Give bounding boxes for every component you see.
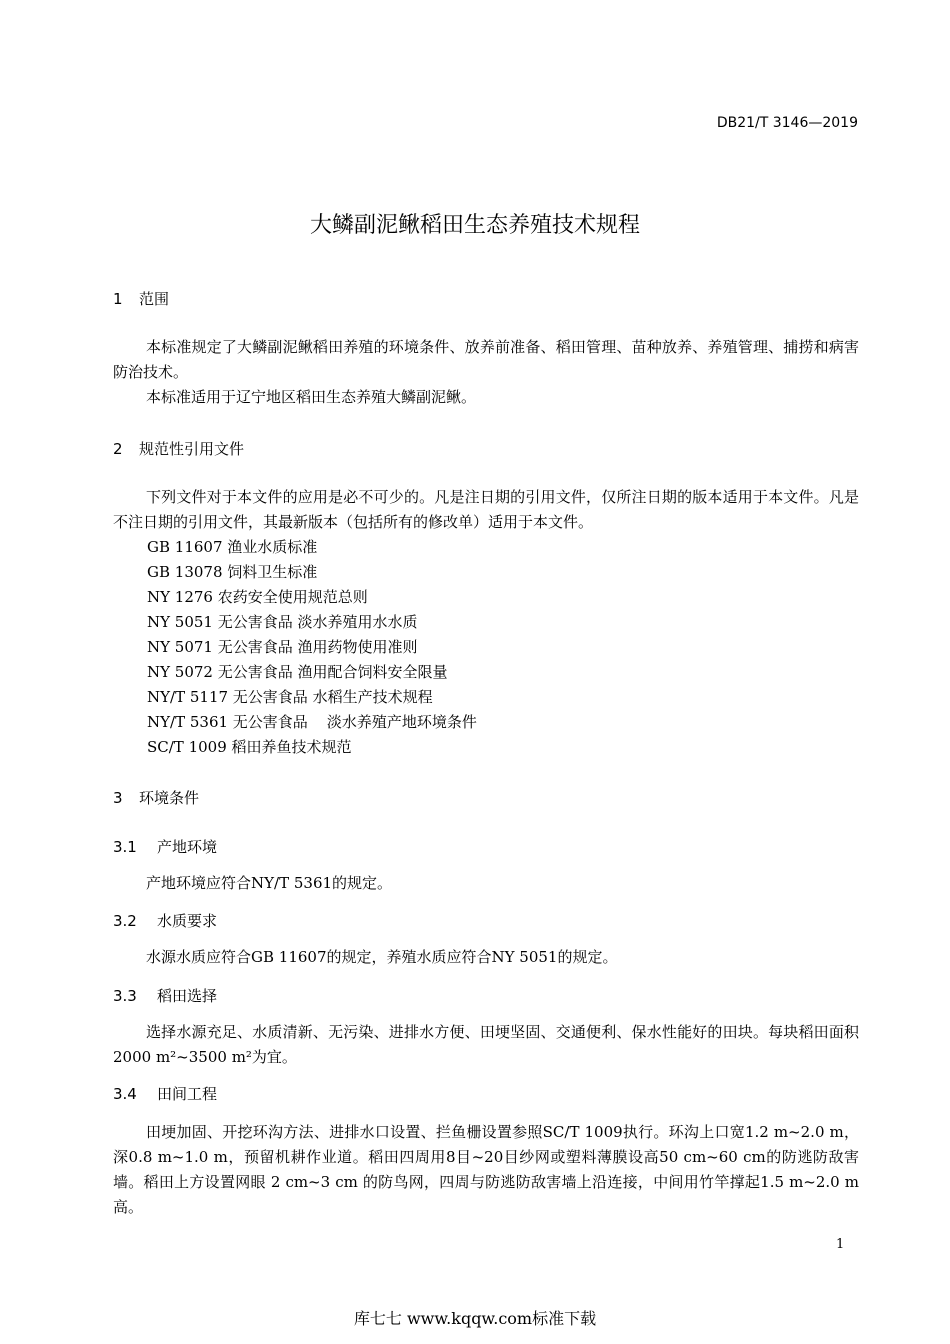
subsection-number: 3.1 bbox=[113, 838, 137, 856]
subsection-3-4-text: 田埂加固、开挖环沟方法、进排水口设置、拦鱼栅设置参照SC/T 1009执行。环沟上口宽1.2 m~2.0 m，深0.8 m~1.0 m，预留机耕作业道。稻田四周用8目~20目纱网或塑料薄膜设高50 cm~60 cm的防逃防敌害墙。稻田上方设置网眼 2 cm~3 cm 的防鸟网，四周与防逃防敌害墙上沿连接，中间用竹竿撑起1.5 m~2.0 m高。 bbox=[113, 1123, 859, 1216]
subsection-number: 3.2 bbox=[113, 912, 137, 930]
section-heading-1 bbox=[113, 288, 169, 309]
subsection-title: 水质要求 bbox=[157, 912, 218, 930]
section-title: 环境条件 bbox=[139, 789, 200, 807]
subsection-heading-3-1 bbox=[113, 836, 217, 857]
reference-item: NY 1276 农药安全使用规范总则 bbox=[147, 588, 368, 606]
reference-item: GB 13078 饲料卫生标准 bbox=[147, 563, 318, 581]
footer-watermark: 库七七 www.kqqw.com标准下载 bbox=[353, 1309, 597, 1328]
section-number: 3 bbox=[113, 789, 123, 807]
section-heading-3 bbox=[113, 787, 199, 808]
section-heading-2 bbox=[113, 438, 244, 459]
section-number: 2 bbox=[113, 440, 123, 458]
section-title: 规范性引用文件 bbox=[139, 440, 245, 458]
section-number: 1 bbox=[113, 290, 123, 308]
subsection-title: 田间工程 bbox=[157, 1085, 218, 1103]
section-2-paragraph-1: 下列文件对于本文件的应用是必不可少的。凡是注日期的引用文件，仅所注日期的版本适用于本文件。凡是不注日期的引用文件，其最新版本（包括所有的修改单）适用于本文件。 bbox=[113, 488, 859, 531]
subsection-3-1-text: 产地环境应符合NY/T 5361的规定。 bbox=[146, 874, 393, 892]
page-number: 1 bbox=[836, 1237, 845, 1252]
section-1-paragraph-2: 本标准适用于辽宁地区稻田生态养殖大鳞副泥鳅。 bbox=[146, 388, 477, 406]
subsection-heading-3-3 bbox=[113, 985, 217, 1006]
subsection-title: 稻田选择 bbox=[157, 987, 218, 1005]
section-title: 范围 bbox=[139, 290, 170, 308]
reference-item: SC/T 1009 稻田养鱼技术规范 bbox=[147, 738, 352, 756]
document-number: DB21/T 3146—2019 bbox=[716, 115, 858, 131]
subsection-title: 产地环境 bbox=[157, 838, 218, 856]
subsection-3-3-text: 选择水源充足、水质清新、无污染、进排水方便、田埂坚固、交通便利、保水性能好的田块。每块稻田面积2000 m²~3500 m²为宜。 bbox=[113, 1023, 859, 1066]
reference-item: NY 5051 无公害食品 淡水养殖用水水质 bbox=[147, 613, 418, 631]
subsection-3-2-text: 水源水质应符合GB 11607的规定，养殖水质应符合NY 5051的规定。 bbox=[146, 948, 618, 966]
reference-item: NY 5071 无公害食品 渔用药物使用准则 bbox=[147, 638, 418, 656]
reference-item: NY 5072 无公害食品 渔用配合饲料安全限量 bbox=[147, 663, 448, 681]
subsection-heading-3-4 bbox=[113, 1083, 217, 1104]
reference-item: GB 11607 渔业水质标准 bbox=[147, 538, 318, 556]
reference-item: NY/T 5361 无公害食品 淡水养殖产地环境条件 bbox=[147, 713, 477, 731]
reference-item: NY/T 5117 无公害食品 水稻生产技术规程 bbox=[147, 688, 433, 706]
subsection-number: 3.3 bbox=[113, 987, 137, 1005]
subsection-number: 3.4 bbox=[113, 1085, 137, 1103]
section-1-paragraph-1: 本标准规定了大鳞副泥鳅稻田养殖的环境条件、放养前准备、稻田管理、苗种放养、养殖管理、捕捞和病害防治技术。 bbox=[113, 338, 859, 381]
document-title: 大鳞副泥鳅稻田生态养殖技术规程 bbox=[309, 213, 640, 238]
subsection-heading-3-2 bbox=[113, 910, 217, 931]
